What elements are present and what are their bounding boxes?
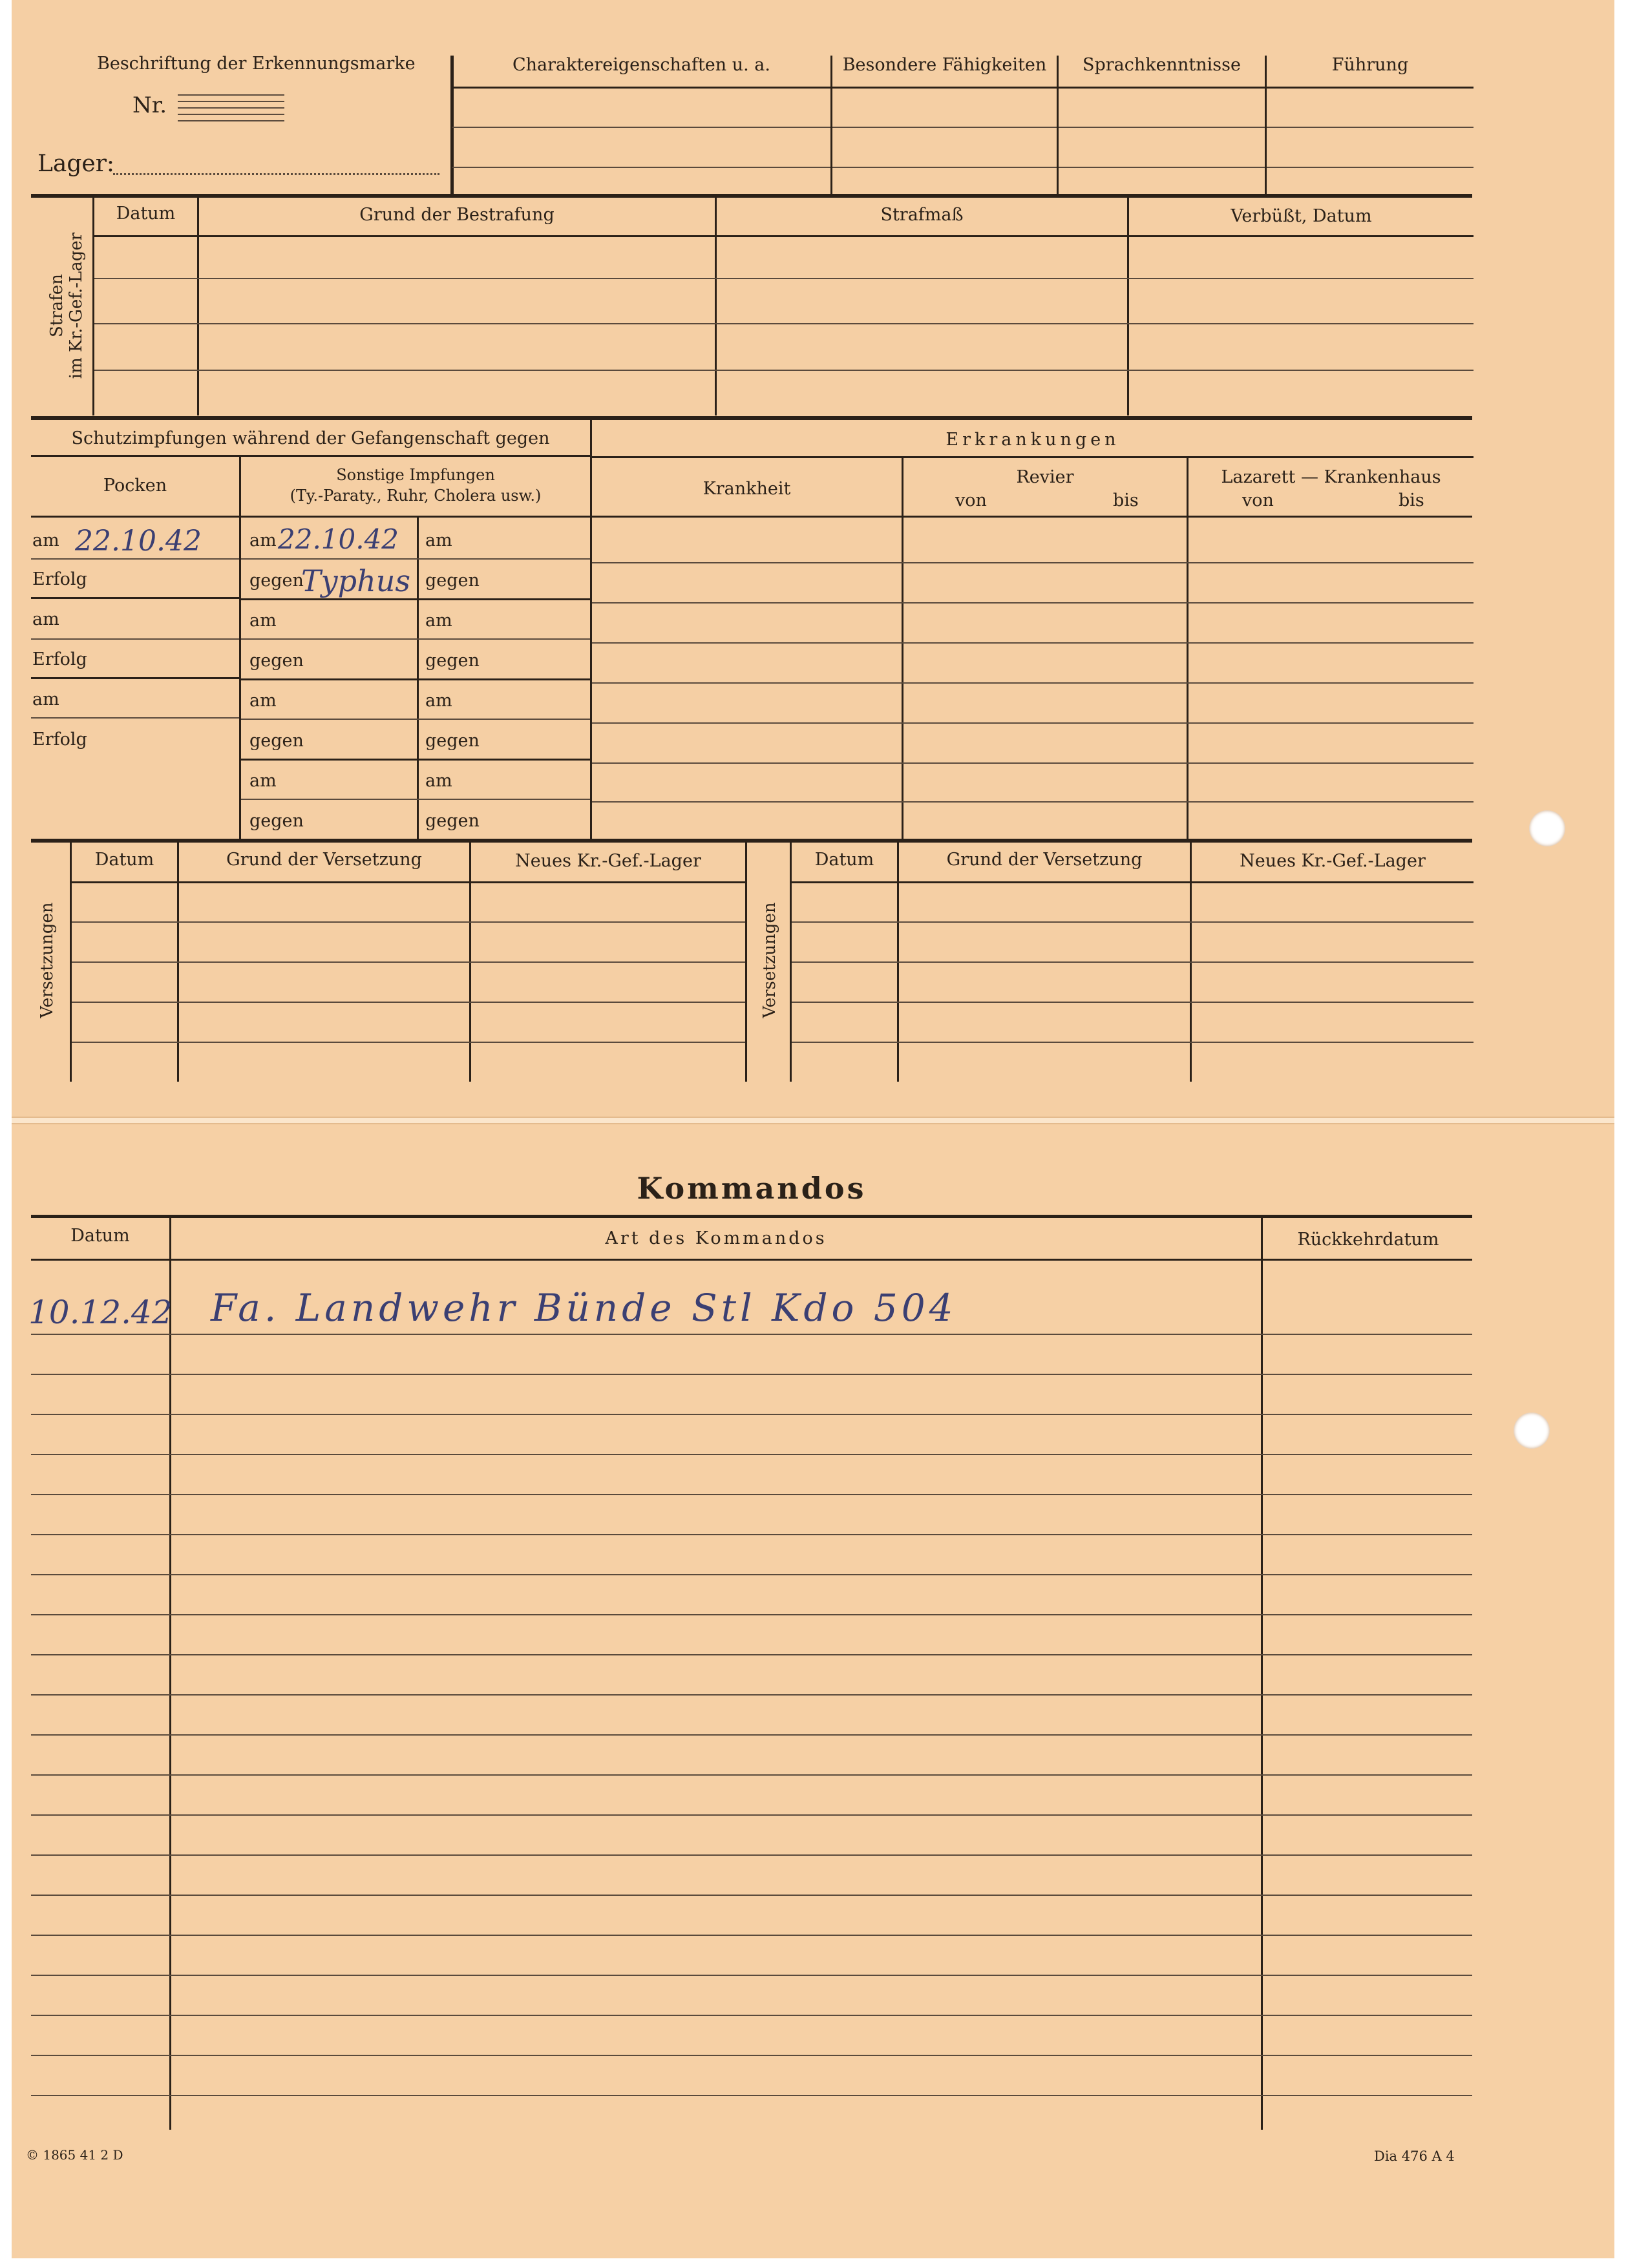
strafen-col-verbuesst: Verbüßt, Datum [1231, 206, 1372, 226]
punch-hole-bottom [1514, 1412, 1550, 1449]
kommandos-rule [31, 1654, 1472, 1655]
kommandos-rule [31, 1734, 1472, 1736]
sonstige-gegen-3b: gegen [425, 731, 480, 751]
vers-right-col-grund: Grund der Versetzung [946, 850, 1143, 870]
erkennungsmarke-label: Beschriftung der Erkennungsmarke [97, 54, 416, 74]
erkrankungen-title: Erkrankungen [945, 430, 1120, 450]
sonstige-header-1: Sonstige Impfungen [336, 466, 495, 484]
kommandos-rule [31, 2055, 1472, 2056]
vers-left-col-datum: Datum [94, 850, 154, 870]
pocken-header: Pocken [103, 476, 167, 496]
kommandos-rule [31, 1854, 1472, 1856]
sonstige-am-1b: am [425, 530, 452, 551]
sonstige-am-3a: am [249, 691, 277, 711]
col-fuehrung: Führung [1331, 55, 1409, 75]
nr-label: Nr. [132, 92, 167, 118]
sonstige-gegen-3a: gegen [249, 731, 304, 751]
col-krankheit: Krankheit [703, 479, 791, 499]
pocken-am-2: am [32, 609, 59, 629]
pocken-am-3: am [32, 689, 59, 709]
versetzungen-side-label-right: Versetzungen [760, 902, 779, 1018]
sonstige-am-4b: am [425, 771, 452, 791]
footer-right: Dia 476 A 4 [1374, 2148, 1455, 2164]
pocken-date-handwritten: 22.10.42 [75, 525, 202, 558]
col-charaktereigenschaften: Charaktereigenschaften u. a. [512, 55, 770, 75]
sonstige-gegen-4a: gegen [249, 811, 304, 831]
kommandos-rule [31, 1374, 1472, 1375]
kommandos-title: Kommandos [637, 1171, 867, 1206]
pocken-am-1: am [32, 530, 59, 551]
col-revier: Revier [1016, 467, 1074, 487]
pocken-erfolg-2: Erfolg [32, 649, 87, 669]
kommandos-rule [31, 1935, 1472, 1936]
kommandos-rule [31, 1494, 1472, 1495]
punch-hole-top [1529, 810, 1565, 846]
strafen-col-datum: Datum [116, 204, 176, 224]
sonstige-gegen-2a: gegen [249, 651, 304, 671]
fold-line [12, 1117, 1614, 1124]
strafen-col-grund: Grund der Bestrafung [359, 205, 555, 225]
kommandos-rule [31, 1454, 1472, 1455]
strafen-side-label: Strafen im Kr.-Gef.-Lager [47, 232, 86, 379]
kommandos-rule [31, 1975, 1472, 1976]
kommandos-col-datum: Datum [70, 1226, 130, 1246]
kommandos-rule [31, 1334, 1472, 1335]
kommandos-col-rueckkehr: Rückkehrdatum [1297, 1230, 1439, 1250]
sonstige-gegen-handwritten: Typhus [301, 563, 410, 598]
lager-label: Lager: [37, 151, 115, 177]
kommandos-rule [31, 2095, 1472, 2096]
revier-von: von [955, 490, 987, 510]
sonstige-gegen-1b: gegen [425, 571, 480, 591]
kommandos-rule [31, 1895, 1472, 1896]
strafen-col-strafmass: Strafmaß [880, 205, 964, 225]
kommandos-rule [31, 2015, 1472, 2016]
kommandos-rule [31, 1774, 1472, 1776]
col-sprachkenntnisse: Sprachkenntnisse [1083, 55, 1241, 75]
sonstige-am-2b: am [425, 611, 452, 631]
vers-right-col-datum: Datum [814, 850, 874, 870]
revier-bis: bis [1113, 490, 1139, 510]
kommandos-col-art: Art des Kommandos [605, 1228, 827, 1248]
lazarett-bis: bis [1399, 490, 1424, 510]
vers-left-col-grund: Grund der Versetzung [226, 850, 422, 870]
impfungen-title: Schutzimpfungen während der Gefangenschaft gegen [71, 428, 550, 448]
kommandos-entry-art: Fa. Landwehr Bünde Stl Kdo 504 [211, 1286, 957, 1330]
lazarett-von: von [1242, 490, 1274, 510]
kommandos-rule [31, 1694, 1472, 1696]
sonstige-gegen-1a: gegen [249, 571, 304, 591]
sonstige-am-3b: am [425, 691, 452, 711]
kommandos-rule [31, 1574, 1472, 1575]
pocken-erfolg-3: Erfolg [32, 730, 87, 750]
kommandos-rule [31, 1614, 1472, 1615]
sonstige-am-4a: am [249, 771, 277, 791]
footer-left: © 1865 41 2 D [26, 2147, 123, 2163]
vers-right-col-lager: Neues Kr.-Gef.-Lager [1240, 851, 1426, 871]
sonstige-am-1a: am [249, 530, 277, 551]
versetzungen-side-label-left: Versetzungen [37, 902, 57, 1018]
sonstige-header-2: (Ty.-Paraty., Ruhr, Cholera usw.) [290, 487, 542, 505]
kommandos-rule [31, 1814, 1472, 1816]
kommandos-rule [31, 1414, 1472, 1415]
sonstige-gegen-4b: gegen [425, 811, 480, 831]
col-lazarett: Lazarett — Krankenhaus [1221, 467, 1441, 487]
pocken-erfolg-1: Erfolg [32, 569, 87, 589]
kommandos-entry-datum: 10.12.42 [28, 1294, 173, 1331]
sonstige-gegen-2b: gegen [425, 651, 480, 671]
vers-left-col-lager: Neues Kr.-Gef.-Lager [515, 851, 701, 871]
sonstige-am-2a: am [249, 611, 277, 631]
kommandos-rule [31, 1534, 1472, 1535]
col-besondere-faehigkeiten: Besondere Fähigkeiten [842, 55, 1047, 75]
sonstige-date-handwritten: 22.10.42 [278, 523, 399, 555]
